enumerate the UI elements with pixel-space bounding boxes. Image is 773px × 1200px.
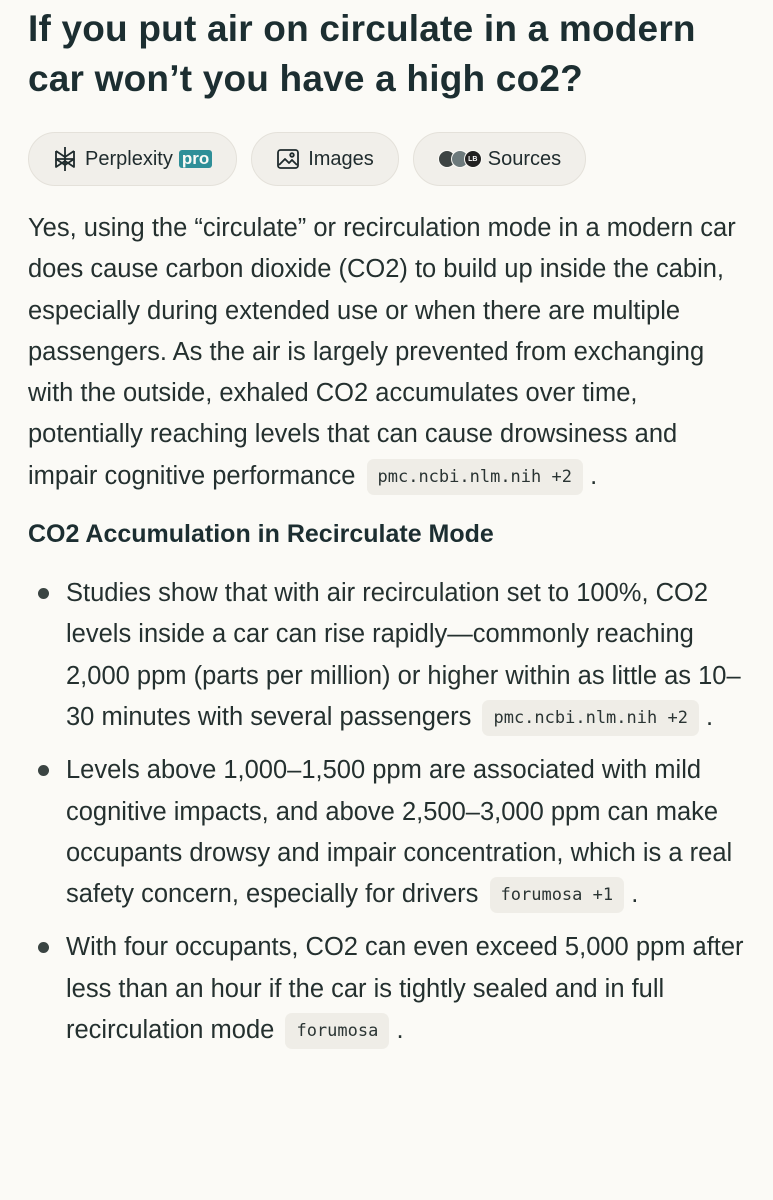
answer-intro: Yes, using the “circulate” or recirculation mode in a modern car does cause carbon dioxide (CO2) to build up inside the cabin, especially during extended use or when there are multiple passengers. As the air is largely prevented from exchanging with the outside, exhaled CO2 accumulates over time, potentially reaching levels that can cause drowsiness and impair cognitive performance bbox=[28, 214, 736, 490]
lb-favicon-icon: LB bbox=[464, 150, 482, 168]
tab-images[interactable] bbox=[251, 132, 399, 186]
bullet-icon bbox=[38, 942, 49, 953]
question-title: If you put air on circulate in a modern car won’t you have a high co2? bbox=[28, 8, 696, 99]
period: . bbox=[631, 880, 639, 909]
bullet-icon bbox=[38, 588, 49, 599]
period: . bbox=[396, 1016, 404, 1045]
period: . bbox=[590, 461, 598, 490]
citation-chip[interactable]: forumosa +1 bbox=[490, 877, 625, 913]
tab-sources-label: Sources bbox=[487, 147, 562, 170]
pro-badge: pro bbox=[179, 150, 212, 168]
answer-body bbox=[28, 208, 745, 497]
image-icon bbox=[276, 147, 300, 171]
tab-perplexity[interactable] bbox=[28, 132, 237, 186]
tab-perplexity-label: Perplexity bbox=[85, 147, 173, 170]
perplexity-logo-icon bbox=[53, 146, 77, 172]
answer-tabs bbox=[28, 132, 745, 186]
list-item bbox=[28, 927, 745, 1051]
period: . bbox=[706, 702, 714, 731]
tab-sources[interactable] bbox=[413, 132, 586, 186]
citation-chip[interactable]: forumosa bbox=[285, 1013, 389, 1049]
citation-chip[interactable]: pmc.ncbi.nlm.nih +2 bbox=[482, 700, 698, 736]
source-favicons bbox=[438, 150, 482, 168]
list-item bbox=[28, 750, 745, 915]
citation-chip[interactable]: pmc.ncbi.nlm.nih +2 bbox=[367, 459, 583, 495]
bullet-text: With four occupants, CO2 can even exceed 5,000 ppm after less than an hour if the car is tightly sealed and in full recirculation mode bbox=[66, 933, 744, 1045]
list-item bbox=[28, 573, 745, 738]
bullet-text: Levels above 1,000–1,500 ppm are associated with mild cognitive impacts, and above 2,500–3,000 ppm can make occupants drowsy and impair concentration, which is a real safety concern, especially for drivers bbox=[66, 756, 733, 909]
section-heading: CO2 Accumulation in Recirculate Mode bbox=[28, 520, 494, 549]
bullet-list bbox=[28, 573, 745, 1051]
tab-images-label: Images bbox=[308, 147, 374, 170]
bullet-text: Studies show that with air recirculation set to 100%, CO2 levels inside a car can rise rapidly—commonly reaching 2,000 ppm (parts per million) or higher within as little as 10–30 minutes with several passengers bbox=[66, 579, 741, 731]
bullet-icon bbox=[38, 765, 49, 776]
